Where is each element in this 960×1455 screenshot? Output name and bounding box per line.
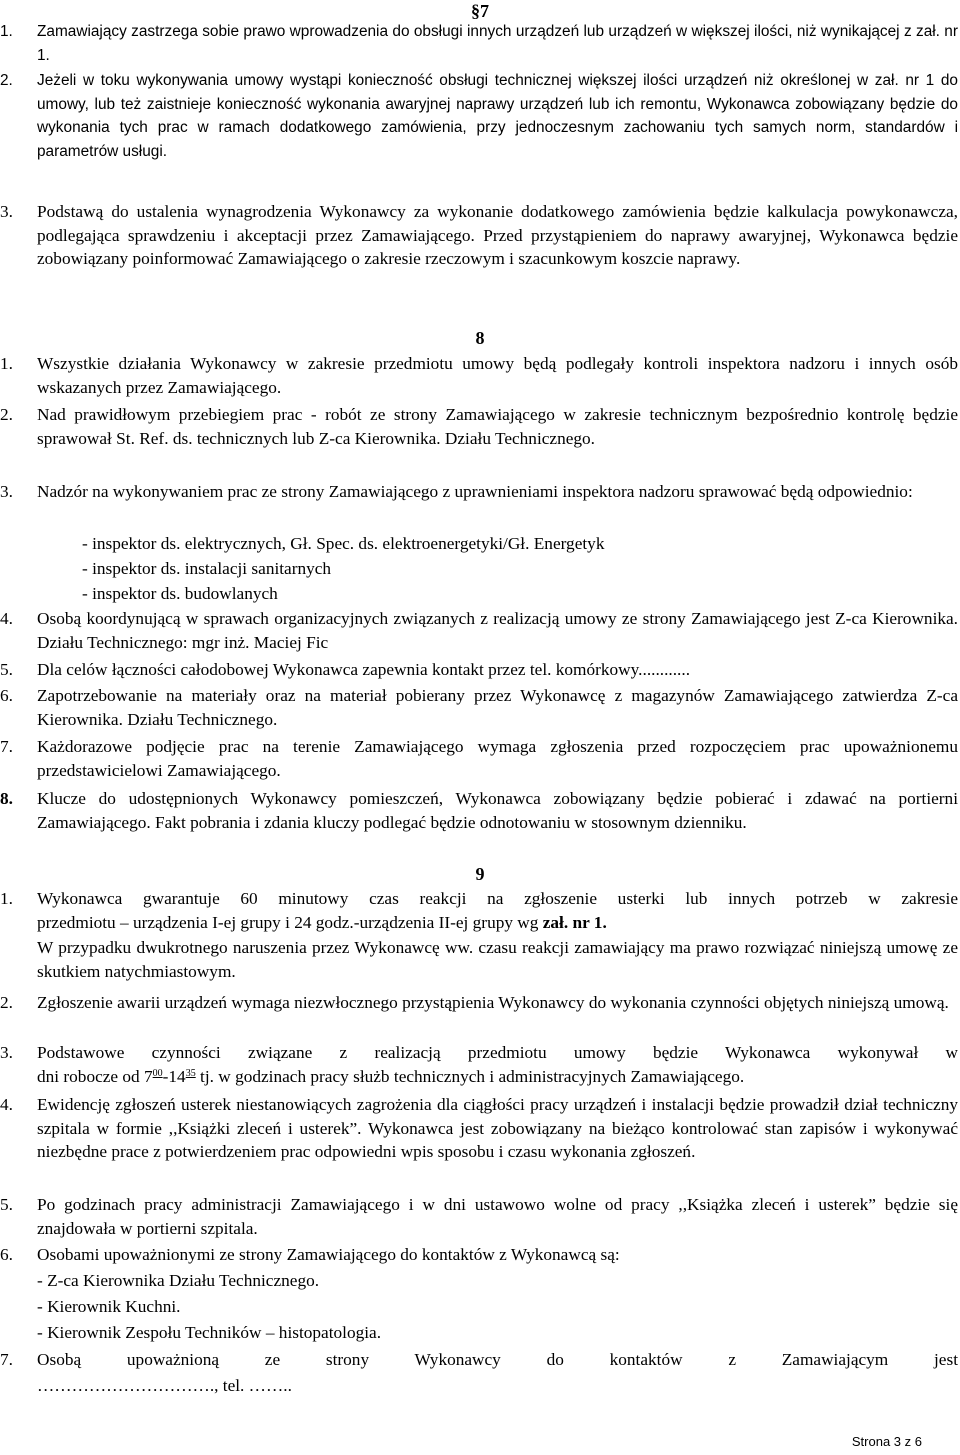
- authorized-person: - Kierownik Kuchni.: [37, 1297, 181, 1316]
- item-number: 2.: [0, 405, 13, 424]
- item-text: Zapotrzebowanie na materiały oraz na materiał pobierany przez Wykonawcę z magazynów Zamawiającego zatwierdza Z-ca Kierownika. Działu Technicznego.: [37, 686, 958, 729]
- item-number: 5.: [0, 660, 13, 679]
- item-text: Każdorazowe podjęcie prac na terenie Zamawiającego wymaga zgłoszenia przed rozpoczęciem prac upoważnionemu przedstawicielowi Zamawiającego.: [37, 737, 958, 780]
- item-number: 6.: [0, 1245, 13, 1264]
- item-number: 1.: [0, 354, 13, 373]
- section-heading-8: 8: [475, 328, 485, 348]
- item-number: 3.: [0, 202, 13, 221]
- inspector-construction: - inspektor ds. budowlanych: [82, 584, 278, 603]
- line-part: przedmiotu – urządzenia I-ej grupy i 24 godz.-urządzenia II-ej grupy wg: [37, 913, 543, 932]
- item-text: Zgłoszenie awarii urządzeń wymaga niezwłocznego przystąpienia Wykonawcy do wykonania czynności objętych niniejszą umową.: [37, 993, 949, 1012]
- item-text: Osobą koordynującą w sprawach organizacyjnych związanych z realizacją umowy ze strony Zamawiającego jest Z-ca Kierownika. Działu Technicznego: mgr inż. Maciej Fic: [37, 609, 958, 652]
- item-text: Osobami upoważnionymi ze strony Zamawiającego do kontaktów z Wykonawcą są:: [37, 1245, 620, 1264]
- item-text: Nad prawidłowym przebiegiem prac - robót ze strony Zamawiającego w zakresie technicznym bezpośrednio kontrolę będzie sprawował St. Ref. ds. technicznych lub Z-ca Kierownika. Działu Technicznego.: [37, 405, 958, 448]
- item-number: 2.: [0, 993, 13, 1012]
- line-part: -14: [162, 1067, 186, 1086]
- item-number: 7.: [0, 1350, 13, 1369]
- item-text-line: [37, 1065, 744, 1089]
- time-superscript: 00: [152, 1068, 163, 1079]
- item-number: 8.: [0, 789, 13, 808]
- item-number: 5.: [0, 1195, 13, 1214]
- inspector-electrical: - inspektor ds. elektrycznych, Gł. Spec. ds. elektroenergetyki/Gł. Energetyk: [82, 534, 605, 553]
- item-text: Nadzór na wykonywaniem prac ze strony Zamawiającego z uprawnieniami inspektora nadzoru sprawować będą odpowiednio:: [37, 482, 913, 501]
- item-text: Po godzinach pracy administracji Zamawiającego i w dni ustawowo wolne od pracy ,,Książka zleceń i usterek” będzie się znajdowała w portierni szpitala.: [37, 1195, 958, 1238]
- item-text: Dla celów łączności całodobowej Wykonawca zapewnia kontakt przez tel. komórkowy............: [37, 660, 691, 679]
- item-text: Podstawą do ustalenia wynagrodzenia Wykonawcy za wykonanie dodatkowego zamówienia będzie kalkulacja powykonawcza, podlegająca sprawdzeniu i akceptacji przez Zamawiającego. Przed przystąpieniem do naprawy awaryjnej, Wykonawca będzie zobowiązany poinformować Zamawiającego o zakresie rzeczowym i szacunkowym koszcie naprawy.: [37, 202, 958, 269]
- item-text-line: Osobą upoważnioną ze strony Wykonawcy do kontaktów z Zamawiającym jest: [37, 1350, 958, 1369]
- item-number: 4.: [0, 609, 13, 628]
- item-text: W przypadku dwukrotnego naruszenia przez Wykonawcę ww. czasu reakcji zamawiający ma prawo rozwiązać niniejszą umowę ze skutkiem natychmiastowym.: [37, 938, 958, 981]
- line-part: .: [602, 913, 607, 932]
- item-number: 6.: [0, 686, 13, 705]
- item-text-line: …………………………., tel. ……..: [37, 1376, 292, 1395]
- section-heading-7: §7: [471, 1, 489, 21]
- item-number: 7.: [0, 737, 13, 756]
- item-text: Wszystkie działania Wykonawcy w zakresie przedmiotu umowy będą podlegały kontroli inspektora nadzoru i innych osób wskazanych przez Zamawiającego.: [37, 354, 958, 397]
- authorized-person: - Kierownik Zespołu Techników – histopatologia.: [37, 1323, 382, 1342]
- item-number: 4.: [0, 1095, 13, 1114]
- time-superscript: 35: [185, 1068, 196, 1079]
- item-number: 1.: [0, 889, 13, 908]
- item-number: 3.: [0, 482, 13, 501]
- item-text: Klucze do udostępnionych Wykonawcy pomieszczeń, Wykonawca zobowiązany będzie pobierać i zdawać na portierni Zamawiającego. Fakt pobrania i zdania kluczy podlegać będzie odnotowaniu w stosownym dzienniku.: [37, 789, 958, 832]
- item-text-line: Podstawowe czynności związane z realizacją przedmiotu umowy będzie Wykonawca wykonywał w: [37, 1043, 958, 1062]
- page-number: Strona 3 z 6: [851, 1434, 922, 1449]
- item-text: Jeżeli w toku wykonywania umowy wystąpi konieczność obsługi technicznej większej ilości urządzeń niż określonej w zał. nr 1 do umowy, lub też zaistnieje konieczność wykonania awaryjnej naprawy urządzeń lub ich remontu, Wykonawca zobowiązany będzie do wykonania tych prac w ramach dodatkowego zamówienia, przy jednoczesnym zachowaniu tych samych norm, standardów i parametrów usługi.: [37, 72, 958, 160]
- item-text: Zamawiający zastrzega sobie prawo wprowadzenia do obsługi innych urządzeń lub urządzeń w większej ilości, niż wynikającej z zał. nr 1.: [37, 23, 958, 64]
- inspector-sanitary: - inspektor ds. instalacji sanitarnych: [82, 559, 332, 578]
- item-text-line: [37, 911, 607, 935]
- line-part: dni robocze od 7: [37, 1067, 153, 1086]
- section-heading-9: 9: [475, 864, 485, 884]
- authorized-person: - Z-ca Kierownika Działu Technicznego.: [37, 1271, 320, 1290]
- item-text-line: Wykonawca gwarantuje 60 minutowy czas reakcji na zgłoszenie usterki lub innych potrzeb w zakresie: [37, 889, 958, 908]
- item-text: Ewidencję zgłoszeń usterek niestanowiących zagrożenia dla ciągłości pracy urządzeń i instalacji będzie prowadził dział techniczny szpitala w formie ,,Książki zleceń i usterek”. Wykonawca jest zobowiązany na bieżąco kontrolować stan zapisów i wykonywać niezbędne prace z potwierdzeniem prac odpowiedni wpis sposobu i czasu wykonania zgłoszeń.: [37, 1095, 958, 1162]
- item-number: 1.: [0, 23, 13, 40]
- line-part: tj. w godzinach pracy służb technicznych i administracyjnych Zamawiającego.: [195, 1067, 745, 1086]
- item-number: 2.: [0, 72, 13, 89]
- item-number: 3.: [0, 1043, 13, 1062]
- attachment-reference: zał. nr 1: [542, 913, 603, 932]
